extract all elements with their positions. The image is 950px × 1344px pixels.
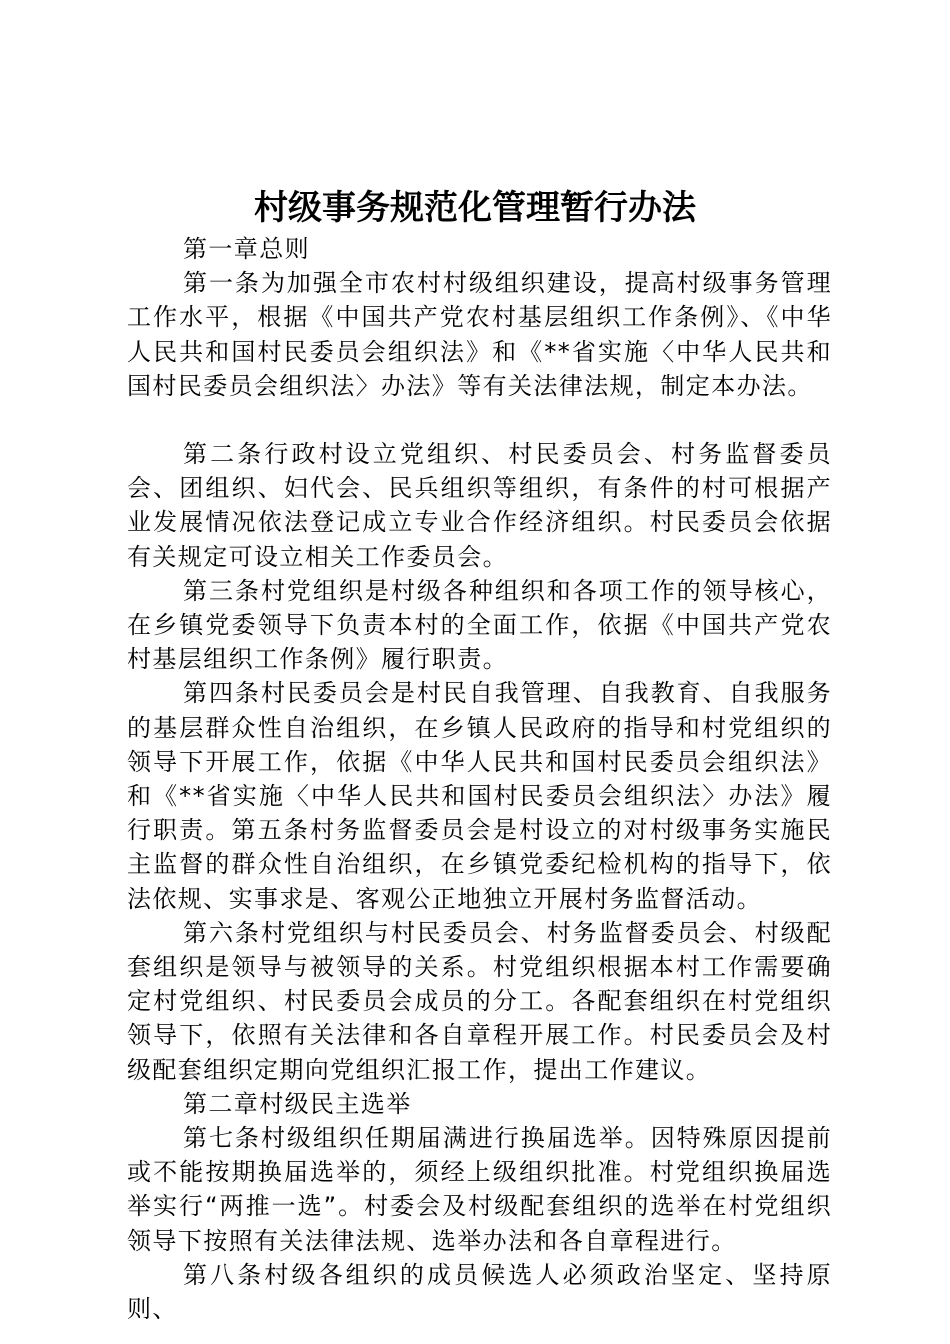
article-6: 第六条村党组织与村民委员会、村务监督委员会、村级配套组织是领导与被领导的关系。村党组织根据本村工作需要确定村党组织、村民委员会成员的分工。各配套组织在村党组织领导下，依照有关法律和各自章程开展工作。村民委员会及村级配套组织定期向党组织汇报工作，提出工作建议。	[127, 918, 832, 1084]
chapter-heading-1: 第一章总则	[183, 235, 310, 263]
chapter-heading-2: 第二章村级民主选举	[183, 1089, 412, 1118]
article-4-5: 第四条村民委员会是村民自我管理、自我教育、自我服务的基层群众性自治组织，在乡镇人民政府的指导和村党组织的领导下开展工作，依据《中华人民共和国村民委员会组织法》和《**省实施〈中华人民共和国村民委员会组织法〉办法》履行职责。第五条村务监督委员会是村设立的对村级事务实施民主监督的群众性自治组织，在乡镇党委纪检机构的指导下，依法依规、实事求是、客观公正地独立开展村务监督活动。	[127, 679, 832, 913]
article-8: 第八条村级各组织的成员候选人必须政治坚定、坚持原则、	[127, 1260, 832, 1324]
document-title: 村级事务规范化管理暂行办法	[254, 188, 696, 228]
article-7: 第七条村级组织任期届满进行换届选举。因特殊原因提前或不能按期换届选举的，须经上级组织批准。村党组织换届选举实行“两推一选”。村委会及村级配套组织的选举在村党组织领导下按照有关法律法规、选举办法和各自章程进行。	[127, 1124, 832, 1255]
article-3: 第三条村党组织是村级各种组织和各项工作的领导核心，在乡镇党委领导下负责本村的全面工作，依据《中国共产党农村基层组织工作条例》履行职责。	[127, 576, 832, 674]
article-1: 第一条为加强全市农村村级组织建设，提高村级事务管理工作水平，根据《中国共产党农村基层组织工作条例》、《中华人民共和国村民委员会组织法》和《**省实施〈中华人民共和国村民委员会组织法〉办法》等有关法律法规，制定本办法。	[127, 269, 832, 400]
article-2: 第二条行政村设立党组织、村民委员会、村务监督委员会、团组织、妇代会、民兵组织等组织，有条件的村可根据产业发展情况依法登记成立专业合作经济组织。村民委员会依据有关规定可设立相关工作委员会。	[127, 440, 832, 571]
document-body	[127, 232, 832, 1326]
